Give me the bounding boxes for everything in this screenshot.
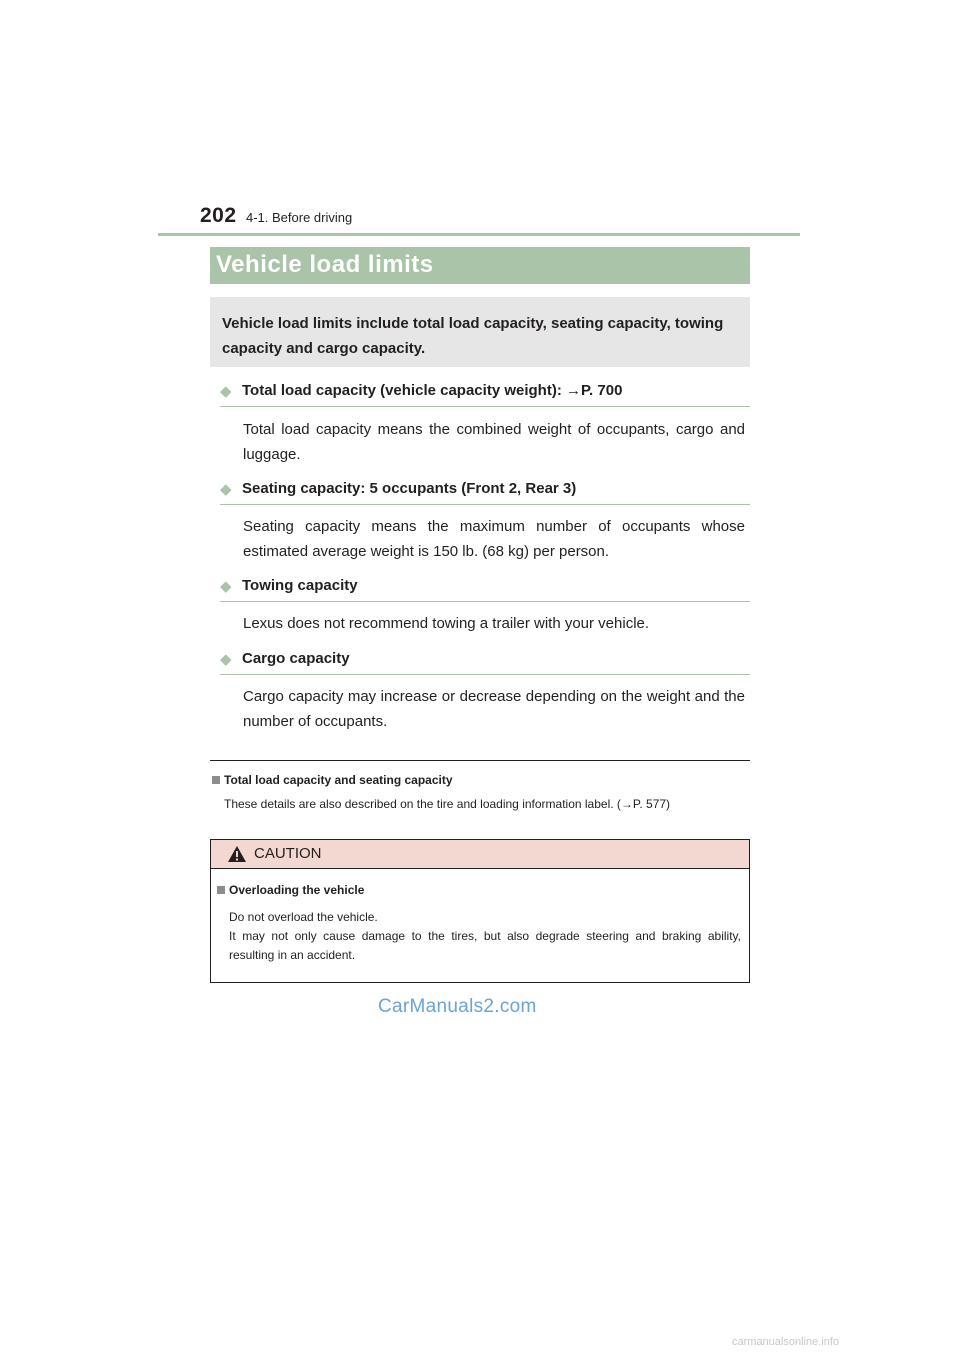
diamond-bullet-icon: ◆ <box>220 578 232 595</box>
page-number: 202 <box>200 204 237 227</box>
note-heading-text: Total load capacity and seating capacity <box>224 773 453 787</box>
watermark: CarManuals2.com <box>378 996 537 1017</box>
item-title: Cargo capacity <box>242 650 350 667</box>
item-body: Lexus does not recommend towing a trailer with your vehicle. <box>243 615 650 632</box>
item-title: Towing capacity <box>242 577 358 594</box>
caution-box <box>210 839 750 983</box>
section-label: 4-1. Before driving <box>246 210 353 225</box>
item-body: Cargo capacity may increase or decrease depending on the weight and the number of occupants. <box>243 688 745 730</box>
item-heading-seating <box>220 478 750 505</box>
title-bar <box>210 247 750 284</box>
section-divider <box>210 760 750 761</box>
item-heading-cargo <box>220 648 750 675</box>
note-body: These details are also described on the tire and loading information label. (→P. 577) <box>224 797 671 811</box>
header-divider <box>158 233 800 236</box>
page-title: Vehicle load limits <box>216 251 434 278</box>
intro-box <box>210 297 750 367</box>
item-body: Seating capacity means the maximum number of occupants whose estimated average weight is 150 lb. (68 kg) per person. <box>243 518 745 560</box>
square-bullet-icon <box>217 886 225 894</box>
caution-body: Do not overload the vehicle. It may not only cause damage to the tires, but also degrade steering and braking ability, resulting in an accident. <box>229 910 741 962</box>
item-body: Total load capacity means the combined weight of occupants, cargo and luggage. <box>243 421 745 463</box>
warning-triangle-icon <box>227 845 247 863</box>
caution-subheading-text: Overloading the vehicle <box>229 883 365 897</box>
square-bullet-icon <box>212 776 220 784</box>
note-heading <box>212 773 453 787</box>
diamond-bullet-icon: ◆ <box>220 383 232 400</box>
item-title: Total load capacity (vehicle capacity weight): →P. 700 <box>242 382 623 399</box>
diamond-bullet-icon: ◆ <box>220 481 232 498</box>
intro-text: Vehicle load limits include total load capacity, seating capacity, towing capacity and cargo capacity. <box>222 315 724 357</box>
caution-header <box>211 840 749 869</box>
item-title: Seating capacity: 5 occupants (Front 2, Rear 3) <box>242 480 577 497</box>
footer-watermark: carmanualsonline.info <box>732 1336 840 1348</box>
item-heading-total-load <box>220 380 750 407</box>
caution-subheading <box>217 883 364 897</box>
caution-label: CAUTION <box>254 845 322 862</box>
diamond-bullet-icon: ◆ <box>220 651 232 668</box>
item-heading-towing <box>220 575 750 602</box>
